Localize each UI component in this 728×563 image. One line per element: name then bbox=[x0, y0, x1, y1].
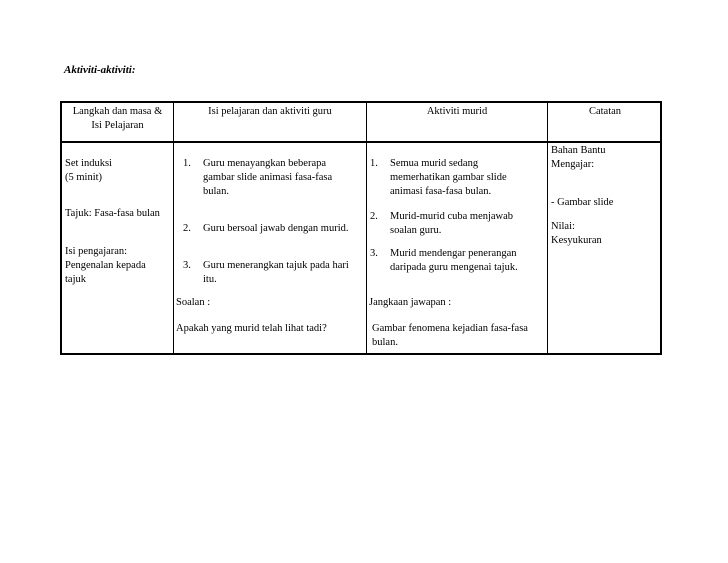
guru-item-3-line2: itu. bbox=[203, 274, 217, 285]
murid-item-1-line3: animasi fasa-fasa bulan. bbox=[390, 186, 492, 197]
jangkaan-line2: bulan. bbox=[372, 337, 398, 348]
guru-item-1-line3: bulan. bbox=[203, 186, 229, 197]
soalan-label: Soalan : bbox=[176, 297, 211, 308]
jangkaan-label: Jangkaan jawapan : bbox=[369, 297, 452, 308]
header-catatan: Catatan bbox=[588, 106, 622, 117]
list-number: 1. bbox=[183, 158, 191, 169]
lesson-table bbox=[60, 101, 662, 355]
murid-item-1-line2: memerhatikan gambar slide bbox=[390, 172, 507, 183]
soalan-text: Apakah yang murid telah lihat tadi? bbox=[176, 323, 327, 334]
murid-item-1-line1: Semua murid sedang bbox=[390, 158, 479, 169]
header-langkah-line2: Isi Pelajaran bbox=[91, 120, 144, 131]
list-number: 3. bbox=[370, 248, 378, 259]
bahan-bantu-line2: Mengajar: bbox=[551, 159, 595, 170]
nilai-label: Nilai: bbox=[551, 221, 575, 232]
tajuk: Tajuk: Fasa-fasa bulan bbox=[65, 208, 160, 219]
list-number: 1. bbox=[370, 158, 378, 169]
list-number: 3. bbox=[183, 260, 191, 271]
isi-pengajaran-line3: tajuk bbox=[65, 274, 86, 285]
masa: (5 minit) bbox=[65, 172, 103, 183]
gambar-slide: - Gambar slide bbox=[551, 197, 614, 208]
nilai-value: Kesyukuran bbox=[551, 235, 602, 246]
guru-item-3-line1: Guru menerangkan tajuk pada hari bbox=[203, 260, 349, 271]
list-number: 2. bbox=[370, 211, 378, 222]
isi-pengajaran-line2: Pengenalan kepada bbox=[65, 260, 146, 271]
guru-item-1-line2: gambar slide animasi fasa-fasa bbox=[203, 172, 333, 183]
murid-item-2-line2: soalan guru. bbox=[390, 225, 442, 236]
guru-item-2-line1: Guru bersoal jawab dengan murid. bbox=[203, 223, 349, 234]
set-induksi: Set induksi bbox=[65, 158, 112, 169]
guru-item-1-line1: Guru menayangkan beberapa bbox=[203, 158, 327, 169]
page-title: Aktiviti-aktiviti: bbox=[64, 64, 136, 76]
murid-item-2-line1: Murid-murid cuba menjawab bbox=[390, 211, 514, 222]
jangkaan-line1: Gambar fenomena kejadian fasa-fasa bbox=[372, 323, 528, 334]
header-aktiviti-guru: Isi pelajaran dan aktiviti guru bbox=[208, 106, 332, 117]
murid-item-3-line2: daripada guru mengenai tajuk. bbox=[390, 262, 518, 273]
isi-pengajaran-label: Isi pengajaran: bbox=[65, 246, 128, 257]
murid-item-3-line1: Murid mendengar penerangan bbox=[390, 248, 517, 259]
header-divider bbox=[62, 141, 660, 143]
bahan-bantu-line1: Bahan Bantu bbox=[551, 145, 606, 156]
header-aktiviti-murid: Aktiviti murid bbox=[426, 106, 488, 117]
header-langkah-line1: Langkah dan masa & bbox=[72, 106, 163, 117]
list-number: 2. bbox=[183, 223, 191, 234]
